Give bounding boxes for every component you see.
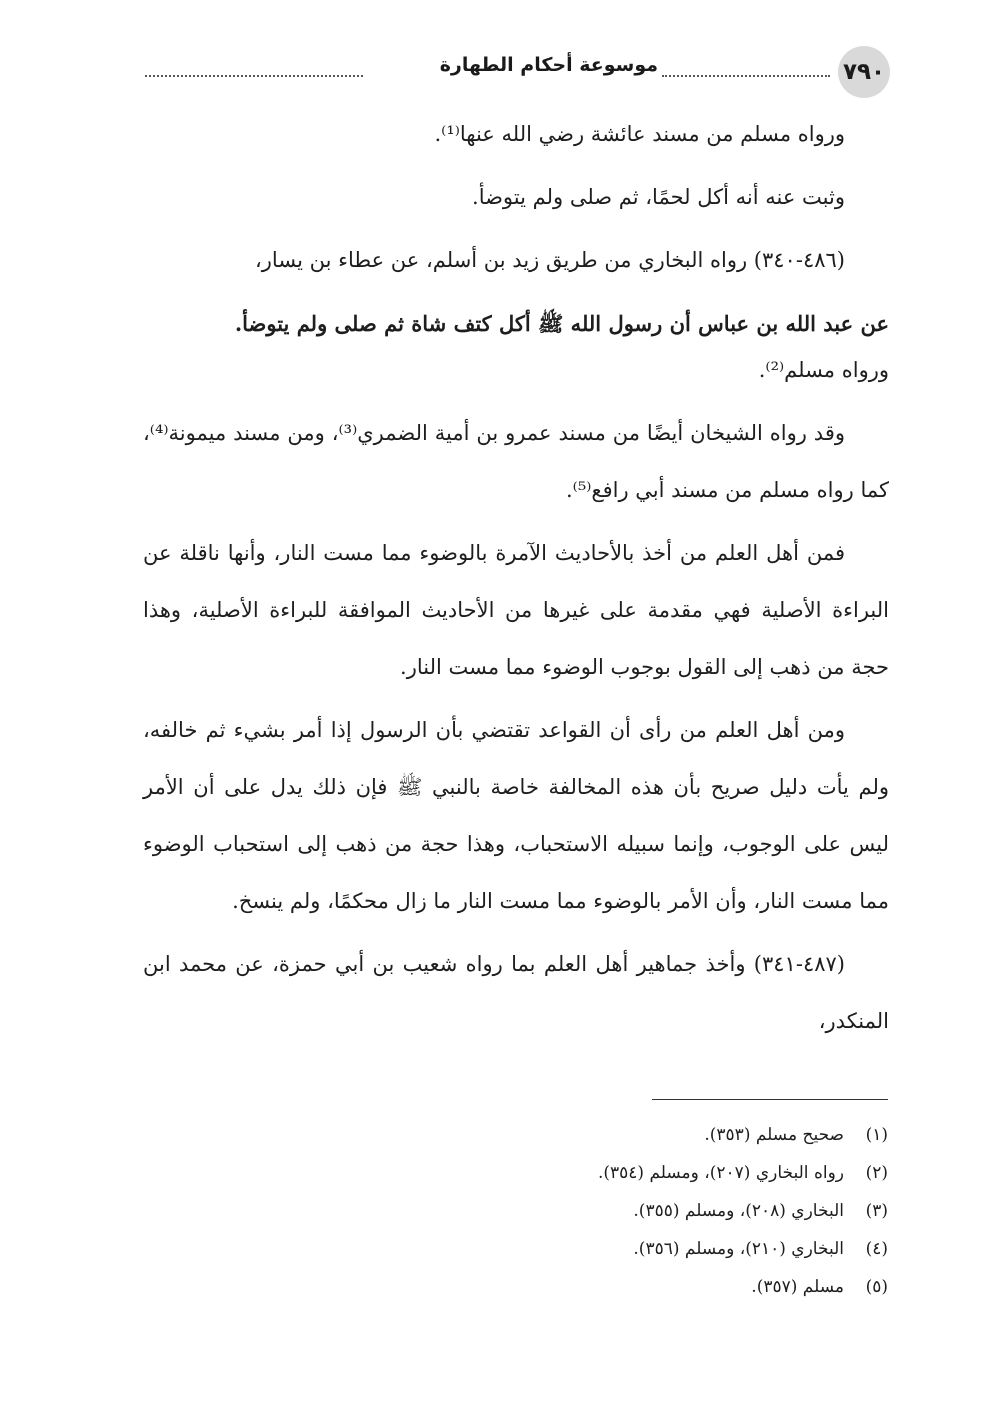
page-number-badge	[838, 46, 890, 98]
footnote-text: البخاري (٢١٠)، ومسلم (٣٥٦).	[633, 1239, 844, 1259]
footnote-number: (٣)	[865, 1201, 888, 1221]
hadith-text-paragraph: عن عبد الله بن عباس أن رسول الله ﷺ أكل كتف شاة ثم صلى ولم يتوضأ.	[234, 311, 889, 336]
footnote-text: رواه البخاري (٢٠٧)، ومسلم (٣٥٤).	[597, 1163, 844, 1183]
footnote-number: (٤)	[865, 1239, 888, 1259]
page-header	[145, 46, 890, 98]
footnote-text: صحيح مسلم (٣٥٣).	[704, 1125, 844, 1145]
footnote-number: (٢)	[865, 1163, 888, 1183]
footnote-item	[288, 1268, 888, 1306]
footnote-number: (٥)	[865, 1277, 888, 1297]
main-text	[143, 106, 889, 1050]
footnote-item	[288, 1154, 888, 1192]
footnote-text: مسلم (٣٥٧).	[751, 1277, 844, 1297]
paragraph: ومن أهل العلم من رأى أن القواعد تقتضي بأن الرسول إذا أمر بشيء ثم خالفه، ولم يأت دليل صريح بأن هذه المخالفة خاصة بالنبي ﷺ فإن ذلك يدل على أن الأمر ليس على الوجوب، وإنما سبيله الاستحباب، وهذا حجة من ذهب إلى استحباب الوضوء مما مست النار، وأن الأمر بالوضوء مما مست النار ما زال محكمًا، ولم ينسخ.	[143, 718, 889, 913]
footnote-item	[288, 1192, 888, 1230]
running-title: موسوعة أحكام الطهارة	[439, 54, 658, 76]
hadith-chain-paragraph: (٤٨٦-٣٤٠) رواه البخاري من طريق زيد بن أسلم، عن عطاء بن يسار،	[255, 248, 845, 272]
paragraph: ورواه مسلم من مسند عائشة رضي الله عنها⁽¹⁾.	[434, 122, 845, 146]
header-dotted-leader-left	[145, 75, 363, 77]
footnote-separator	[652, 1099, 888, 1100]
footnote-text: البخاري (٢٠٨)، ومسلم (٣٥٥).	[633, 1201, 844, 1221]
paragraph: وثبت عنه أنه أكل لحمًا، ثم صلى ولم يتوضأ.	[472, 185, 845, 209]
footnote-number: (١)	[865, 1125, 888, 1145]
footnotes	[288, 1116, 888, 1306]
page-number: ٧٩٠	[842, 59, 886, 85]
header-dotted-leader-right	[662, 75, 830, 77]
paragraph: فمن أهل العلم من أخذ بالأحاديث الآمرة بالوضوء مما مست النار، وأنها ناقلة عن البراءة الأصلية فهي مقدمة على غيرها من الأحاديث الموافقة للبراءة الأصلية، وهذا حجة من ذهب إلى القول بوجوب الوضوء مما مست النار.	[143, 541, 889, 679]
hadith-chain-paragraph: (٤٨٧-٣٤١) وأخذ جماهير أهل العلم بما رواه شعيب بن أبي حمزة، عن محمد ابن المنكدر،	[143, 952, 889, 1033]
paragraph: وقد رواه الشيخان أيضًا من مسند عمرو بن أمية الضمري⁽³⁾، ومن مسند ميمونة⁽⁴⁾، كما رواه مسلم من مسند أبي رافع⁽⁵⁾.	[143, 421, 889, 502]
paragraph: ورواه مسلم⁽²⁾.	[758, 358, 889, 382]
footnote-item	[288, 1116, 888, 1154]
footnote-item	[288, 1230, 888, 1268]
